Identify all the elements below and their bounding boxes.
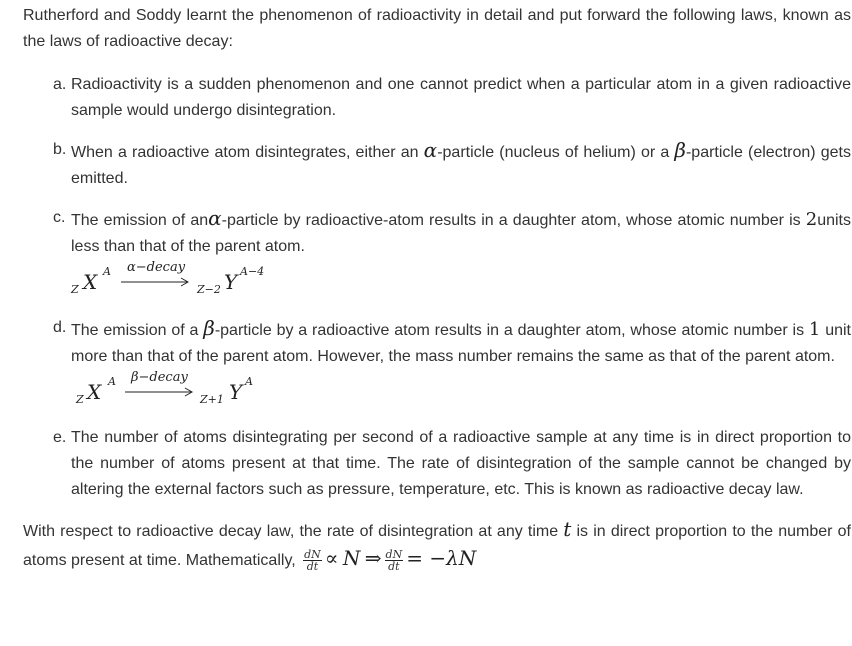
beta-decay-label: β−decay xyxy=(131,370,188,385)
reaction-arrow-icon xyxy=(121,276,191,288)
alpha-decay-label: α−decay xyxy=(127,260,186,275)
list-item xyxy=(23,425,851,503)
list-item-text: The emission of anα-particle by radioactive-atom results in a daughter atom, whose atomic number is 2units less than that of the parent atom. xyxy=(71,206,851,255)
decay-law-rhs: = −λN xyxy=(406,546,477,570)
intro-paragraph: Rutherford and Soddy learnt the phenomenon of radioactivity in detail and put forward the following laws, known as the laws of radioactive decay: xyxy=(23,7,851,50)
derivative-fraction: $\frac{dN}{dt}$ xyxy=(385,548,403,574)
list-marker: b. xyxy=(53,141,67,158)
list-item-text: The number of atoms disintegrating per second of a radioactive sample at any time is in direct proportion to the number of atoms present at that time. The rate of disintegration of the sample cannot be changed by altering the external factors such as pressure, temperature, etc. This is known as radioactive decay law. xyxy=(71,429,851,498)
beta-symbol: β xyxy=(674,138,686,162)
alpha-decay-equation: Z X A α−decay Z−2 Y A−4 xyxy=(71,260,265,296)
alpha-symbol: α xyxy=(208,206,222,230)
list-item xyxy=(23,205,851,306)
document-page xyxy=(23,0,851,574)
list-marker: a. xyxy=(53,76,67,93)
number-value: 1 xyxy=(808,319,821,340)
list-item xyxy=(23,72,851,124)
list-marker: e. xyxy=(53,429,67,446)
decay-laws-list xyxy=(23,72,851,503)
list-marker: d. xyxy=(53,319,67,336)
proportional-symbol: ∝ xyxy=(324,546,339,570)
alpha-symbol: α xyxy=(423,138,438,162)
reaction-arrow-icon xyxy=(125,386,195,398)
number-value: 2 xyxy=(805,209,818,230)
list-item-text: Radioactivity is a sudden phenomenon and one cannot predict when a particular atom in a given radioactive sample would undergo disintegration. xyxy=(71,76,851,119)
implies-symbol: ⇒ xyxy=(364,546,382,570)
list-item xyxy=(23,315,851,416)
time-variable: t xyxy=(563,517,572,541)
beta-symbol: β xyxy=(203,316,215,340)
list-item xyxy=(23,137,851,192)
beta-decay-equation: Z X A β−decay Z+1 Y A xyxy=(76,370,253,406)
closing-paragraph: With respect to radioactive decay law, the rate of disintegration at any time t is in direct proportion to the number of atoms present at time. Mathematically, $\frac{dN}{dt}$ ∝ N ⇒ $\frac{dN}{dt}$ = −λN xyxy=(23,517,851,574)
list-item-text: When a radioactive atom disintegrates, either an α-particle (nucleus of helium) or a β-particle (electron) gets emitted. xyxy=(71,138,851,187)
list-marker: c. xyxy=(53,209,66,226)
derivative-fraction: $\frac{dN}{dt}$ xyxy=(304,548,321,574)
list-item-text: The emission of a β-particle by a radioactive atom results in a daughter atom, whose atomic number is 1 unit more than that of the parent atom. However, the mass number remains the same as that of the parent atom. xyxy=(71,316,852,365)
n-variable: N xyxy=(342,546,361,570)
